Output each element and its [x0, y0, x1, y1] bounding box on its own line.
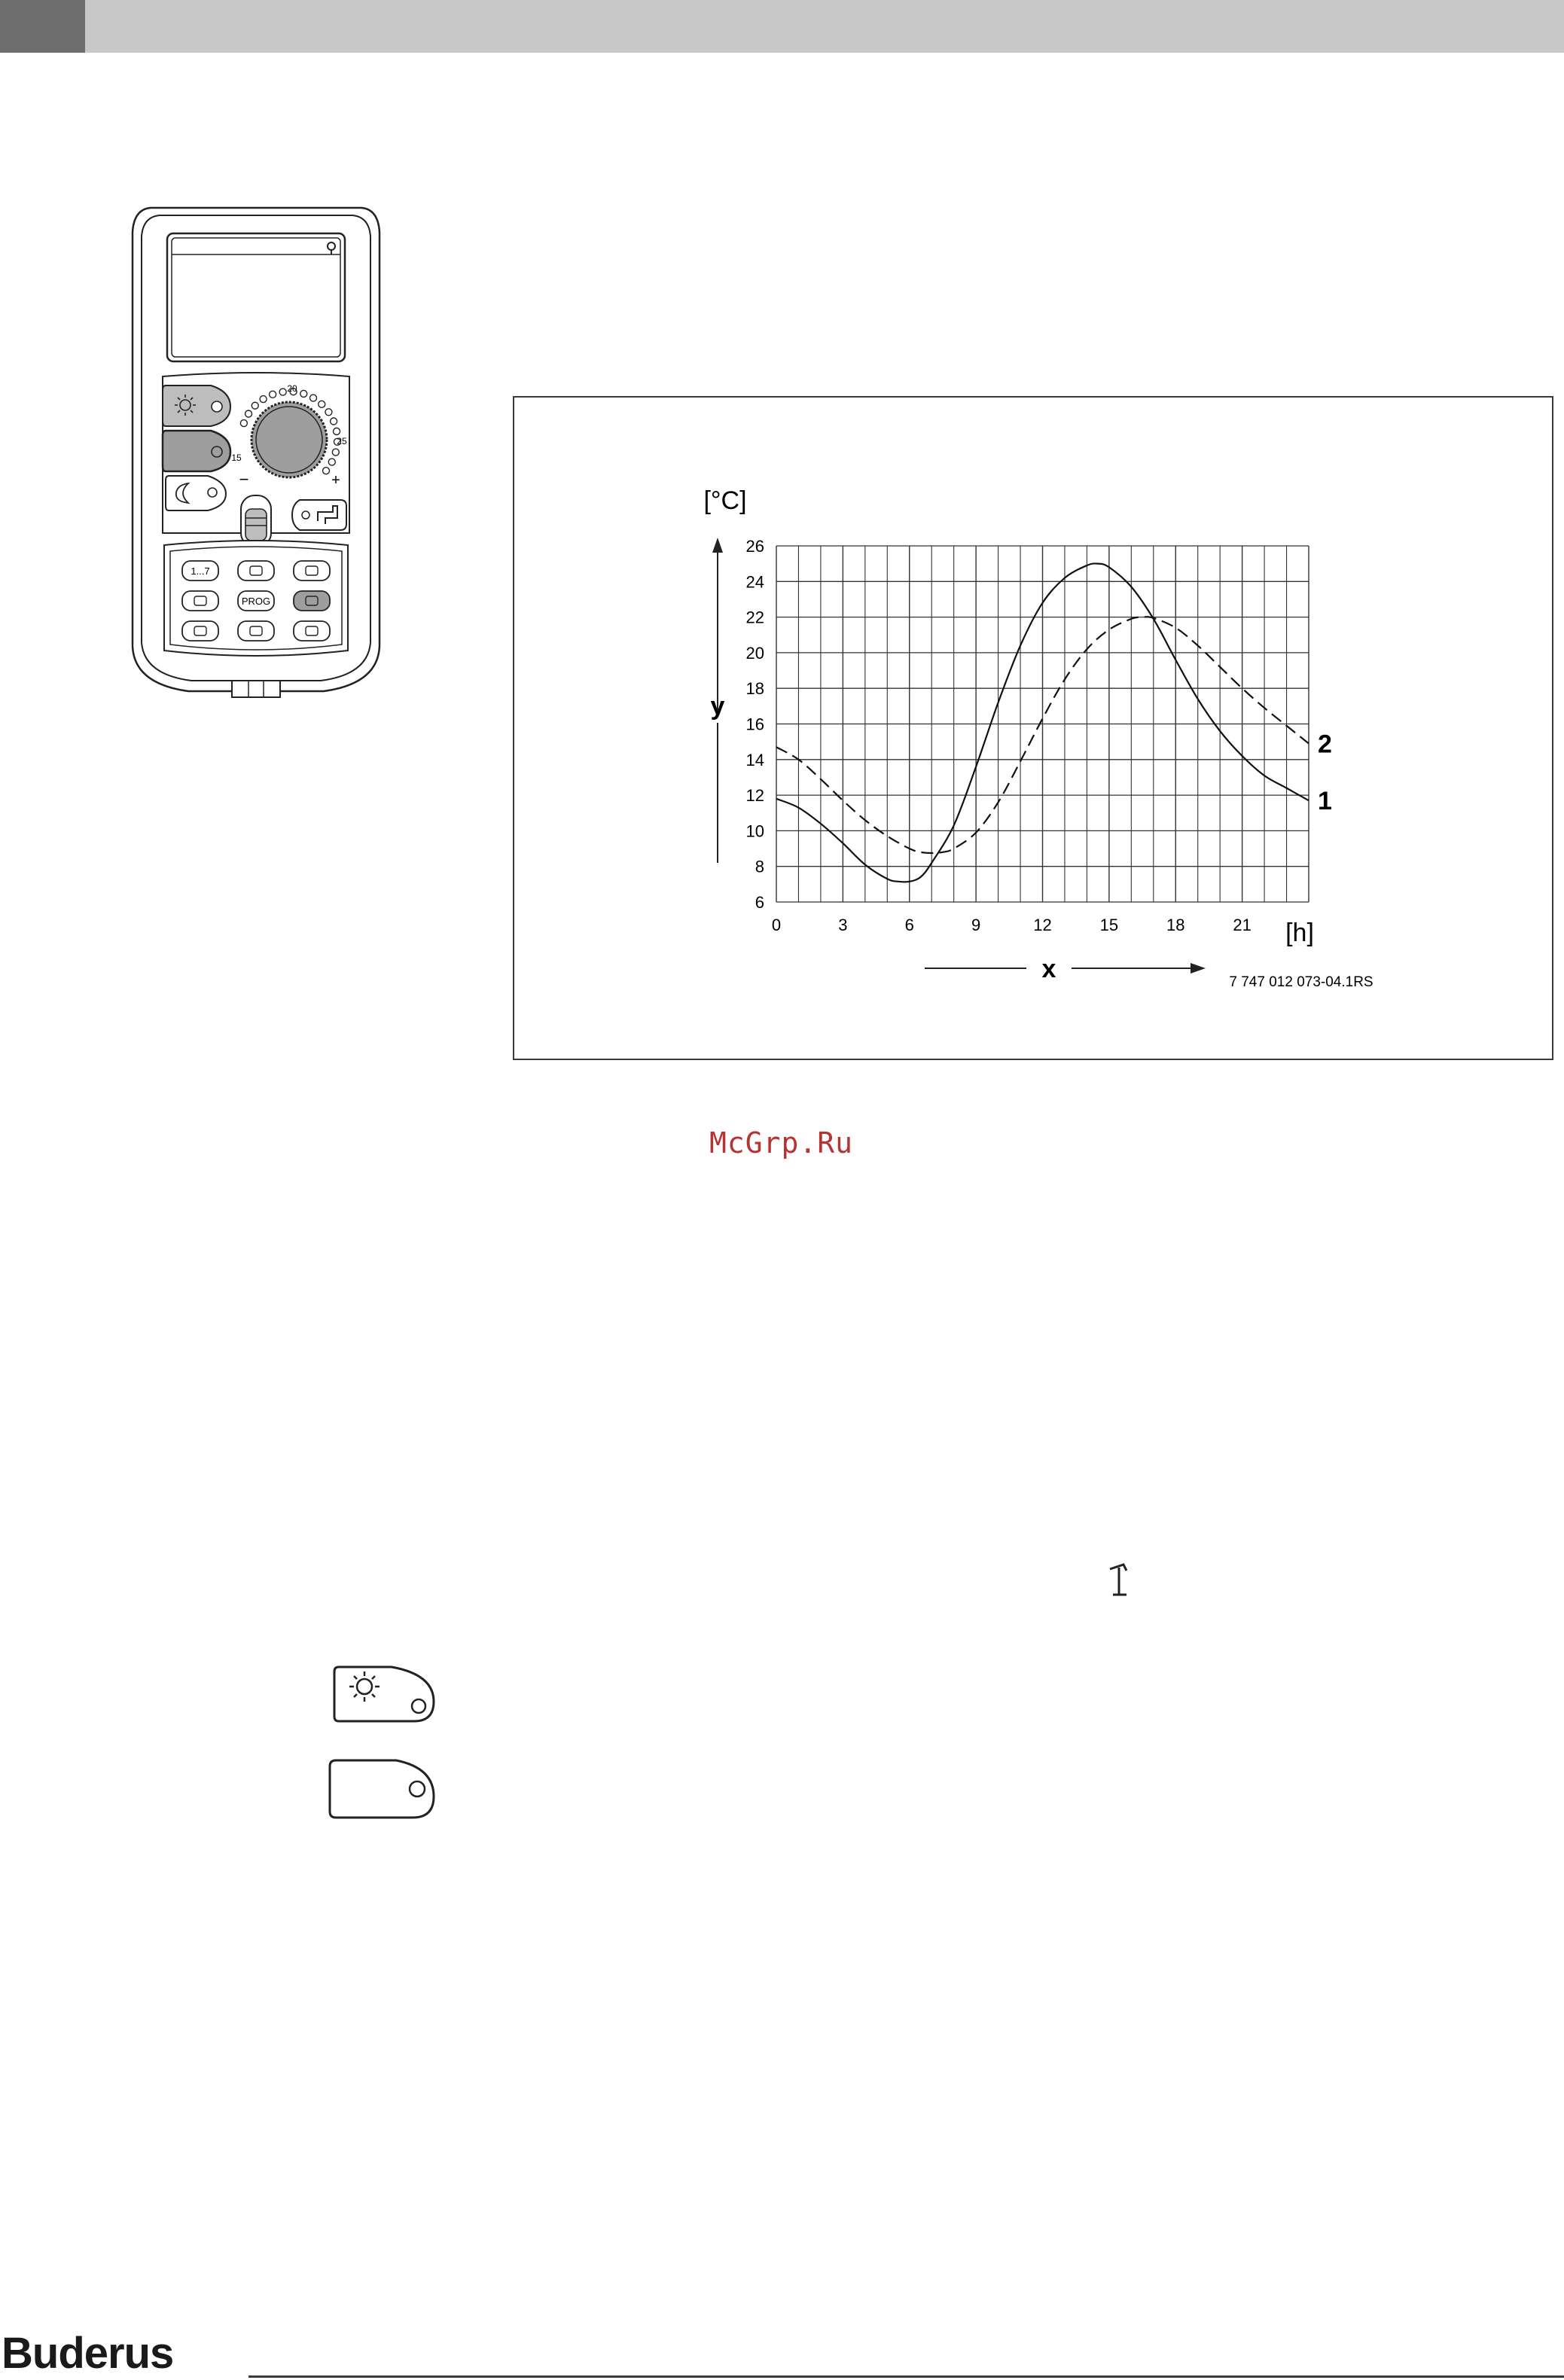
key-radiator-icon[interactable] — [238, 621, 274, 641]
y-tick-label: 16 — [745, 715, 764, 734]
temperature-chart — [514, 398, 1552, 1059]
footer-rule — [248, 2375, 1564, 2378]
y-tick-label: 6 — [755, 893, 764, 912]
y-axis-label: y — [710, 692, 725, 721]
key-label: 1...7 — [191, 565, 210, 577]
series-label-1: 1 — [1318, 787, 1332, 816]
key-back-icon[interactable] — [294, 621, 330, 641]
series-label-2: 2 — [1318, 730, 1332, 759]
y-axis-unit: [°C] — [703, 486, 747, 515]
brand-logo: Buderus — [2, 2329, 174, 2378]
key-thermometer-icon[interactable] — [294, 561, 330, 581]
service-key-icon — [1104, 1560, 1134, 1602]
auto-mode-button[interactable] — [163, 431, 230, 471]
x-axis-label: x — [1041, 955, 1056, 983]
dial-dot — [331, 418, 337, 425]
key-day-selector-icon[interactable] — [182, 561, 218, 581]
x-axis-unit: [h] — [1285, 919, 1314, 947]
dial-dot — [252, 402, 258, 409]
auto-mode-button-illustration — [327, 1757, 437, 1821]
dial-dot — [240, 420, 247, 427]
dial-label-15: 15 — [231, 453, 242, 463]
key-info-icon[interactable] — [182, 621, 218, 641]
day-mode-button-illustration — [331, 1664, 437, 1724]
x-tick-label: 9 — [971, 916, 981, 934]
key-prog[interactable] — [238, 591, 274, 611]
dial-dot — [245, 410, 252, 417]
chapter-tab — [0, 0, 85, 53]
x-tick-label: 6 — [904, 916, 914, 934]
y-tick-label: 22 — [745, 608, 764, 627]
dial-dot — [334, 428, 340, 434]
key-clock-icon[interactable] — [238, 561, 274, 581]
temperature-chart-frame — [513, 396, 1553, 1060]
x-tick-label: 0 — [771, 916, 782, 934]
y-tick-label: 20 — [745, 643, 764, 663]
key-service-key-icon[interactable] — [294, 591, 330, 611]
day-mode-button[interactable] — [163, 385, 230, 426]
dial-dot — [310, 395, 317, 401]
watermark: McGrp.Ru — [709, 1126, 854, 1160]
y-tick-label: 14 — [745, 750, 764, 769]
key-label: PROG — [241, 596, 271, 607]
dial-dot — [325, 409, 332, 416]
y-tick-label: 8 — [755, 857, 764, 876]
figure-reference: 7 747 012 073-04.1RS — [1229, 974, 1373, 990]
x-tick-label: 21 — [1233, 916, 1252, 934]
dial-plus: + — [331, 472, 340, 489]
dial-dot — [300, 390, 307, 397]
x-tick-label: 18 — [1166, 916, 1185, 934]
key-holiday-icon[interactable] — [182, 591, 218, 611]
x-tick-label: 3 — [838, 916, 848, 934]
dial-dot — [319, 401, 325, 407]
dial-minus: − — [239, 470, 249, 489]
x-tick-label: 15 — [1099, 916, 1119, 934]
dial-dot — [323, 468, 330, 474]
dial-label-20: 20 — [287, 383, 297, 394]
night-mode-button[interactable] — [166, 476, 226, 510]
control-unit-illustration — [128, 202, 384, 706]
x-tick-label: 12 — [1033, 916, 1052, 934]
header-bar — [0, 0, 1564, 53]
hot-water-button[interactable] — [292, 500, 346, 530]
y-tick-label: 18 — [745, 679, 764, 699]
y-tick-label: 12 — [745, 786, 764, 806]
dial-dot — [328, 459, 335, 465]
dial-dot — [260, 396, 267, 403]
dial-label-25: 25 — [337, 436, 347, 446]
dial-dot — [270, 391, 276, 398]
y-tick-label: 24 — [745, 572, 764, 592]
dial-dot — [332, 449, 339, 456]
y-tick-label: 26 — [745, 537, 764, 556]
dial-dot — [279, 389, 286, 395]
y-tick-label: 10 — [745, 821, 764, 841]
